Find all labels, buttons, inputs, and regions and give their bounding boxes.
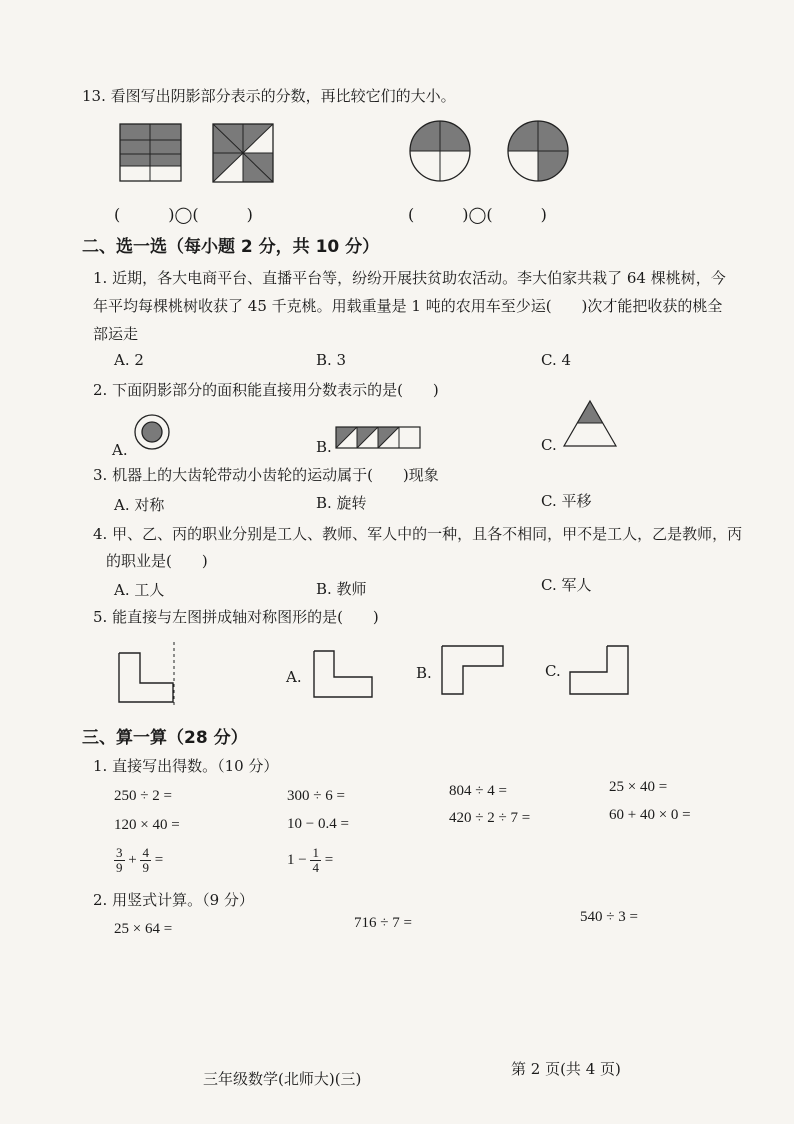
calc-fraction-sum: $\frac{3}{9}$ + $\frac{4}{9}$ =	[116, 845, 164, 876]
section3-title: 三、算一算（28 分）	[82, 728, 248, 748]
calc-250-div-2: 250 ÷ 2 =	[114, 788, 172, 804]
s2-q5-option-b-figure	[441, 645, 507, 697]
s2-q3-option-c[interactable]: C. 平移	[541, 492, 592, 510]
fraction-3-9: $\frac{3}{9}$	[116, 845, 123, 876]
calc-300-div-6: 300 ÷ 6 =	[287, 788, 345, 804]
s2-q4-option-b[interactable]: B. 教师	[316, 580, 367, 598]
calc-one-minus-fraction: 1 − $\frac{1}{4}$ =	[287, 845, 334, 876]
s2-q1-option-b[interactable]: B. 3	[316, 351, 347, 369]
s2-q2-option-a[interactable]: A.	[112, 441, 128, 459]
q13-circle-figure-2	[507, 120, 569, 182]
fraction-1-4: $\frac{1}{4}$	[312, 845, 319, 876]
s3-q1-text: 1. 直接写出得数。（10 分）	[93, 757, 279, 775]
s2-q3-option-b[interactable]: B. 旋转	[316, 494, 367, 512]
calc-25-mul-40: 25 × 40 =	[609, 779, 668, 795]
calc-120-mul-40: 120 × 40 =	[114, 817, 180, 833]
vertical-calc-540-div-3: 540 ÷ 3 =	[580, 909, 638, 925]
s2-q2-option-b[interactable]: B.	[316, 438, 332, 456]
q13-circle-figure-1	[409, 120, 471, 182]
calc-420-div-2-div-7: 420 ÷ 2 ÷ 7 =	[449, 810, 531, 826]
s2-q4-option-a[interactable]: A. 工人	[114, 581, 165, 599]
s2-q5-option-a-figure	[313, 650, 375, 700]
q13-text: 13. 看图写出阴影部分表示的分数，再比较它们的大小。	[82, 87, 456, 105]
q13-rect-diagonal-figure	[213, 124, 275, 184]
calc-60-plus-40-mul-0: 60 + 40 × 0 =	[609, 807, 691, 823]
q13-answer-blank-2[interactable]: ( )◯( )	[408, 205, 547, 224]
s2-q1-option-c[interactable]: C. 4	[541, 351, 572, 369]
s2-q5-option-c-figure	[569, 645, 631, 697]
calc-10-minus-0-4: 10 − 0.4 =	[287, 816, 349, 832]
s2-q3-text: 3. 机器上的大齿轮带动小齿轮的运动属于( )现象	[93, 466, 439, 484]
s2-q4-option-c[interactable]: C. 军人	[541, 576, 592, 594]
section2-title: 二、选一选（每小题 2 分，共 10 分）	[82, 237, 380, 257]
s2-q2-triangle-figure	[562, 401, 618, 449]
s2-q2-ring-figure	[134, 414, 172, 452]
s2-q2-strip-figure	[336, 427, 424, 451]
s2-q5-option-c[interactable]: C.	[545, 662, 561, 680]
q13-answer-blank-1[interactable]: ( )◯( )	[114, 205, 253, 224]
s2-q5-option-a[interactable]: A.	[286, 668, 302, 686]
s2-q1-text: 1. 近期，各大电商平台、直播平台等，纷纷开展扶贫助农活动。李大伯家共栽了 64 棵桃树，今年平均每棵桃树收获了 45 千克桃。用载重量是 1 吨的农用车至少运( )次才能把收获的桃全部运走	[93, 269, 726, 343]
s2-q5-option-b[interactable]: B.	[416, 664, 432, 682]
s2-q5-text: 5. 能直接与左图拼成轴对称图形的是( )	[93, 608, 379, 626]
vertical-calc-25-mul-64: 25 × 64 =	[114, 921, 173, 937]
s2-q2-text: 2. 下面阴影部分的面积能直接用分数表示的是( )	[93, 381, 439, 399]
footer-subject: 三年级数学(北师大)(三)	[203, 1070, 362, 1088]
q13-rect-grid-figure	[120, 124, 182, 182]
s2-q1-option-a[interactable]: A. 2	[114, 351, 144, 369]
footer-page-number: 第 2 页(共 4 页)	[511, 1060, 621, 1078]
vertical-calc-716-div-7: 716 ÷ 7 =	[354, 915, 412, 931]
s2-q4-text-line2: 的职业是( )	[106, 552, 208, 570]
s2-q5-left-l-figure	[118, 640, 180, 706]
calc-804-div-4: 804 ÷ 4 =	[449, 783, 507, 799]
s2-q4-text-line1: 4. 甲、乙、丙的职业分别是工人、教师、军人中的一种，且各不相同，甲不是工人，乙是教师，丙	[93, 525, 743, 543]
fraction-4-9: $\frac{4}{9}$	[142, 845, 149, 876]
s2-q3-option-a[interactable]: A. 对称	[114, 496, 165, 514]
s3-q2-text: 2. 用竖式计算。（9 分）	[93, 891, 254, 909]
s2-q2-option-c[interactable]: C.	[541, 436, 557, 454]
